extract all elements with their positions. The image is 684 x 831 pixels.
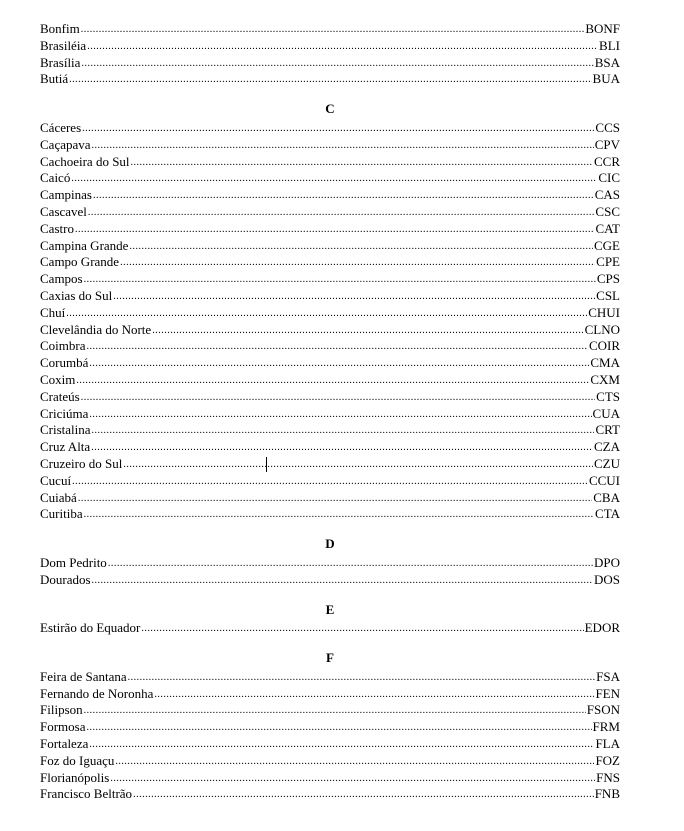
location-code: FNB xyxy=(594,786,620,802)
location-code: CZU xyxy=(594,455,620,471)
dot-leader xyxy=(81,22,585,39)
dot-leader xyxy=(92,573,593,590)
location-name: Bonfim xyxy=(40,21,80,36)
index-entry xyxy=(40,473,620,490)
index-entry xyxy=(40,406,620,423)
location-code: FSON xyxy=(586,702,620,718)
location-code: BONF xyxy=(585,21,620,36)
dot-leader xyxy=(66,306,587,323)
location-code: FLA xyxy=(595,736,620,752)
location-code: CTS xyxy=(596,388,620,404)
dot-leader xyxy=(133,787,594,804)
dot-leader xyxy=(88,205,595,222)
dot-leader xyxy=(110,771,595,788)
dot-leader xyxy=(131,155,593,172)
index-entry xyxy=(40,71,620,88)
dot-leader xyxy=(89,737,594,754)
dot-leader xyxy=(141,621,583,638)
location-name: Corumbá xyxy=(40,355,89,371)
index-entry xyxy=(40,322,620,339)
location-name: Clevelândia do Norte xyxy=(40,321,152,337)
location-code: CUA xyxy=(592,405,620,421)
location-name: Cachoeira do Sul xyxy=(40,153,130,169)
index-entry xyxy=(40,572,620,589)
dot-leader xyxy=(115,754,594,771)
index-entry xyxy=(40,786,620,803)
index-entry xyxy=(40,137,620,154)
section-letter-heading: D xyxy=(325,536,335,552)
location-code: CBA xyxy=(593,489,620,505)
document-page[interactable] xyxy=(40,21,620,803)
dot-leader xyxy=(78,491,592,508)
dot-leader xyxy=(154,687,594,704)
location-name: Florianópolis xyxy=(40,769,110,785)
location-name: Caxias do Sul xyxy=(40,287,113,303)
location-name: Cruzeiro do Sul xyxy=(40,455,123,471)
index-entry xyxy=(40,422,620,439)
index-entry xyxy=(40,555,620,572)
index-entry xyxy=(40,154,620,171)
location-code: FRM xyxy=(592,719,620,735)
location-code: CSL xyxy=(596,287,620,303)
location-code: CPV xyxy=(594,136,620,152)
location-code: COIR xyxy=(588,338,620,354)
location-code: CRT xyxy=(595,422,620,438)
location-name: Caçapava xyxy=(40,136,91,152)
location-code: CSC xyxy=(595,203,620,219)
index-entry xyxy=(40,305,620,322)
location-name: Dom Pedrito xyxy=(40,554,107,570)
location-code: CZA xyxy=(594,439,620,455)
index-entry xyxy=(40,620,620,637)
location-code: CLNO xyxy=(584,321,620,337)
location-name: Dourados xyxy=(40,571,91,587)
location-name: Campinas xyxy=(40,187,92,203)
index-entry xyxy=(40,456,620,473)
location-name: Curitiba xyxy=(40,506,83,522)
dot-leader xyxy=(71,171,597,188)
index-entry xyxy=(40,355,620,372)
dot-leader xyxy=(129,239,593,256)
dot-leader xyxy=(89,407,591,424)
location-code: CGE xyxy=(594,237,620,253)
dot-leader xyxy=(91,440,593,457)
location-name: Cristalina xyxy=(40,422,91,438)
location-name: Cascavel xyxy=(40,203,87,219)
index-entry xyxy=(40,686,620,703)
location-name: Cruz Alta xyxy=(40,439,91,455)
index-entry xyxy=(40,221,620,238)
location-name: Brasiléia xyxy=(40,37,87,53)
section-letter-heading: F xyxy=(326,650,334,666)
index-entry xyxy=(40,170,620,187)
index-entry xyxy=(40,753,620,770)
location-name: Campo Grande xyxy=(40,254,120,270)
index-entry xyxy=(40,702,620,719)
location-code: CIC xyxy=(598,170,620,186)
dot-leader xyxy=(81,56,593,73)
index-entry xyxy=(40,669,620,686)
dot-leader xyxy=(152,323,583,340)
location-name: Feira de Santana xyxy=(40,668,127,684)
index-entry xyxy=(40,21,620,38)
location-code: BSA xyxy=(594,54,620,70)
dot-leader xyxy=(84,272,596,289)
dot-leader xyxy=(89,356,589,373)
location-code: CPS xyxy=(596,271,620,287)
location-code: CAS xyxy=(594,187,620,203)
index-entry xyxy=(40,187,620,204)
dot-leader xyxy=(81,390,595,407)
dot-leader xyxy=(120,255,595,272)
index-entry xyxy=(40,439,620,456)
index-entry xyxy=(40,506,620,523)
location-code: CAT xyxy=(595,220,620,236)
location-code: BUA xyxy=(592,71,620,87)
index-entry xyxy=(40,204,620,221)
text-cursor xyxy=(266,457,267,472)
dot-leader xyxy=(87,339,588,356)
section-letter-heading: E xyxy=(325,601,335,617)
location-name: Crateús xyxy=(40,388,80,404)
index-entry xyxy=(40,271,620,288)
index-section xyxy=(40,602,620,638)
location-name: Formosa xyxy=(40,719,86,735)
location-name: Francisco Beltrão xyxy=(40,786,133,802)
location-code: CXM xyxy=(590,371,620,387)
location-name: Fortaleza xyxy=(40,736,89,752)
index-section xyxy=(40,536,620,588)
dot-leader xyxy=(92,423,595,440)
index-entry xyxy=(40,254,620,271)
index-section xyxy=(40,650,620,803)
dot-leader xyxy=(87,720,592,737)
location-name: Coimbra xyxy=(40,338,86,354)
index-entry xyxy=(40,770,620,787)
location-name: Campos xyxy=(40,271,83,287)
location-name: Cuiabá xyxy=(40,489,77,505)
location-name: Chuí xyxy=(40,304,66,320)
location-name: Cáceres xyxy=(40,119,82,135)
index-section xyxy=(40,21,620,88)
location-code: CTA xyxy=(595,506,620,522)
location-name: Coxim xyxy=(40,371,76,387)
location-code: CCR xyxy=(593,153,620,169)
dot-leader xyxy=(108,556,593,573)
location-name: Filipson xyxy=(40,702,83,718)
location-name: Castro xyxy=(40,220,74,236)
index-entry xyxy=(40,490,620,507)
section-letter-heading: C xyxy=(325,101,335,117)
location-name: Criciúma xyxy=(40,405,89,421)
index-entry xyxy=(40,719,620,736)
location-code: EDOR xyxy=(584,620,620,636)
location-code: CCUI xyxy=(588,472,620,488)
index-entry xyxy=(40,38,620,55)
location-name: Caicó xyxy=(40,170,71,186)
location-name: Butiá xyxy=(40,71,69,87)
index-entry xyxy=(40,238,620,255)
dot-leader xyxy=(76,373,589,390)
location-code: DPO xyxy=(593,554,620,570)
dot-leader xyxy=(128,670,596,687)
location-code: CCS xyxy=(595,119,620,135)
location-code: DOS xyxy=(593,571,620,587)
index-entry xyxy=(40,338,620,355)
index-section xyxy=(40,101,620,523)
dot-leader xyxy=(92,138,594,155)
dot-leader xyxy=(72,474,588,491)
location-code: CPE xyxy=(596,254,620,270)
dot-leader xyxy=(113,289,595,306)
index-entry xyxy=(40,120,620,137)
location-name: Campina Grande xyxy=(40,237,129,253)
location-code: FOZ xyxy=(595,752,620,768)
dot-leader xyxy=(93,188,594,205)
dot-leader xyxy=(69,72,591,89)
location-code: BLI xyxy=(599,37,620,53)
location-name: Fernando de Noronha xyxy=(40,685,154,701)
dot-leader xyxy=(84,703,586,720)
location-name: Foz do Iguaçu xyxy=(40,752,115,768)
index-entry xyxy=(40,372,620,389)
location-code: CHUI xyxy=(588,304,620,320)
dot-leader xyxy=(75,222,594,239)
location-name: Estirão do Equador xyxy=(40,620,141,636)
index-entry xyxy=(40,288,620,305)
index-entry xyxy=(40,736,620,753)
location-code: CMA xyxy=(590,355,620,371)
dot-leader xyxy=(87,39,598,56)
location-code: FNS xyxy=(596,769,620,785)
location-code: FSA xyxy=(596,668,620,684)
index-entry xyxy=(40,389,620,406)
location-name: Cucuí xyxy=(40,472,72,488)
dot-leader xyxy=(82,121,594,138)
index-entry xyxy=(40,55,620,72)
dot-leader xyxy=(123,457,593,474)
dot-leader xyxy=(84,507,594,524)
location-code: FEN xyxy=(595,685,620,701)
location-name: Brasília xyxy=(40,54,81,70)
